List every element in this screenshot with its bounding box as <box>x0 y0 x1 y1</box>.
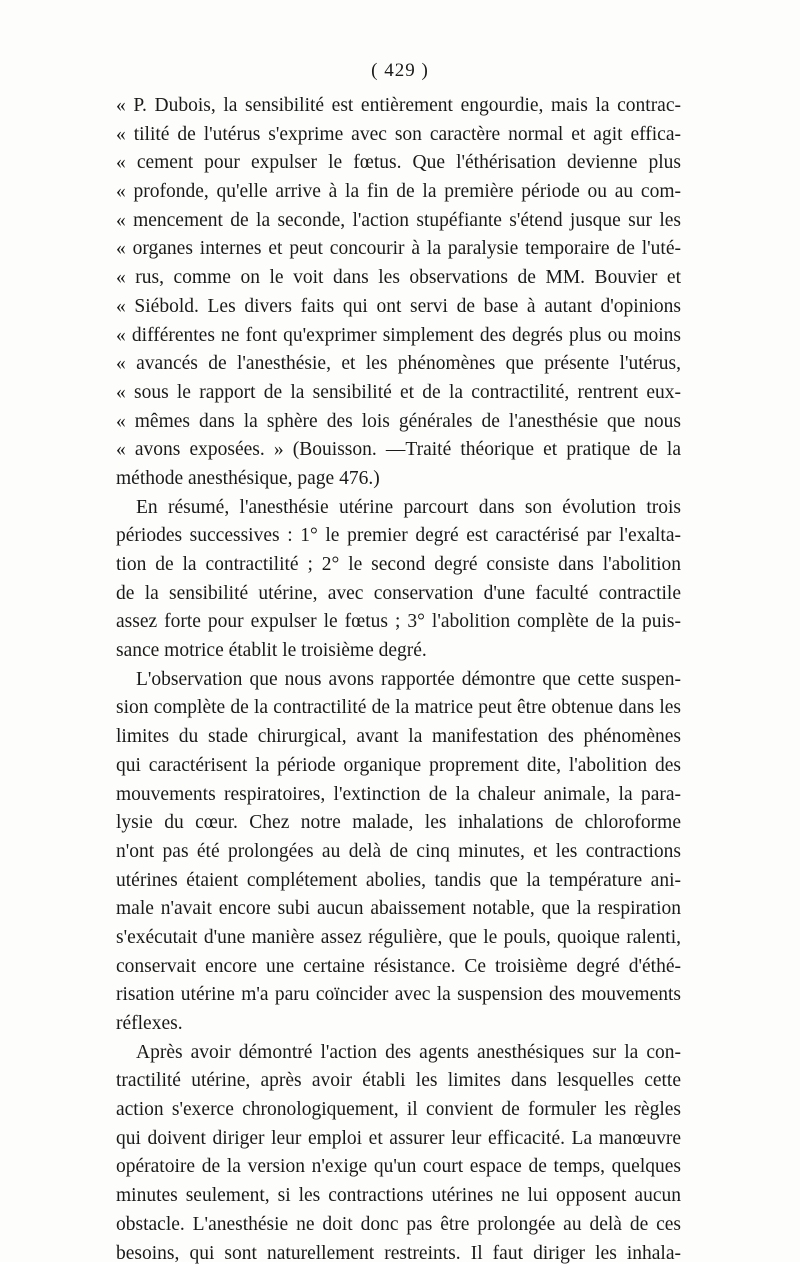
text-line: « cement pour expulser le fœtus. Que l'éthérisation devienne plus <box>116 149 681 178</box>
text-line: qui caractérisent la période organique proprement dite, l'abolition des <box>116 752 681 781</box>
text-line: « avons exposées. » (Bouisson. —Traité théorique et pratique de la <box>116 436 681 465</box>
text-line: minutes seulement, si les contractions utérines ne lui opposent aucun <box>116 1182 681 1211</box>
text-line: méthode anesthésique, page 476.) <box>116 465 681 494</box>
text-line: « profonde, qu'elle arrive à la fin de la première période ou au com- <box>116 178 681 207</box>
text-line: risation utérine m'a paru coïncider avec la suspension des mouvements <box>116 981 681 1010</box>
text-line: « différentes ne font qu'exprimer simplement des degrés plus ou moins <box>116 322 681 351</box>
text-line: n'ont pas été prolongées au delà de cinq minutes, et les contractions <box>116 838 681 867</box>
body-text <box>116 92 681 1268</box>
text-line: utérines étaient complétement abolies, tandis que la température ani- <box>116 867 681 896</box>
text-line: « sous le rapport de la sensibilité et de la contractilité, rentrent eux- <box>116 379 681 408</box>
page-number: ( 429 ) <box>0 60 800 82</box>
text-line: opératoire de la version n'exige qu'un court espace de temps, quelques <box>116 1153 681 1182</box>
text-line: action s'exerce chronologiquement, il convient de formuler les règles <box>116 1096 681 1125</box>
text-line: obstacle. L'anesthésie ne doit donc pas être prolongée au delà de ces <box>116 1211 681 1240</box>
text-line: sance motrice établit le troisième degré. <box>116 637 681 666</box>
text-line: assez forte pour expulser le fœtus ; 3° l'abolition complète de la puis- <box>116 608 681 637</box>
text-line: mouvements respiratoires, l'extinction de la chaleur animale, la para- <box>116 781 681 810</box>
text-line: lysie du cœur. Chez notre malade, les inhalations de chloroforme <box>116 809 681 838</box>
text-line: L'observation que nous avons rapportée démontre que cette suspen- <box>116 666 681 695</box>
text-line: « organes internes et peut concourir à la paralysie temporaire de l'uté- <box>116 235 681 264</box>
text-line: « mencement de la seconde, l'action stupéfiante s'étend jusque sur les <box>116 207 681 236</box>
text-line: qui doivent diriger leur emploi et assurer leur efficacité. La manœuvre <box>116 1125 681 1154</box>
text-line: « avancés de l'anesthésie, et les phénomènes que présente l'utérus, <box>116 350 681 379</box>
text-line: s'exécutait d'une manière assez régulière, que le pouls, quoique ralenti, <box>116 924 681 953</box>
text-line: conservait encore une certaine résistance. Ce troisième degré d'éthé- <box>116 953 681 982</box>
text-line: En résumé, l'anesthésie utérine parcourt dans son évolution trois <box>116 494 681 523</box>
text-line: Après avoir démontré l'action des agents anesthésiques sur la con- <box>116 1039 681 1068</box>
text-line: tion de la contractilité ; 2° le second degré consiste dans l'abolition <box>116 551 681 580</box>
text-line: male n'avait encore subi aucun abaissement notable, que la respiration <box>116 895 681 924</box>
text-line: sion complète de la contractilité de la matrice peut être obtenue dans les <box>116 694 681 723</box>
text-line: « mêmes dans la sphère des lois générales de l'anesthésie que nous <box>116 408 681 437</box>
text-line: réflexes. <box>116 1010 681 1039</box>
text-line: « rus, comme on le voit dans les observations de MM. Bouvier et <box>116 264 681 293</box>
text-line: de la sensibilité utérine, avec conservation d'une faculté contractile <box>116 580 681 609</box>
text-line: « P. Dubois, la sensibilité est entièrement engourdie, mais la contrac- <box>116 92 681 121</box>
text-line: « tilité de l'utérus s'exprime avec son caractère normal et agit effica- <box>116 121 681 150</box>
text-line: besoins, qui sont naturellement restreints. Il faut diriger les inhala- <box>116 1240 681 1268</box>
text-line: limites du stade chirurgical, avant la manifestation des phénomènes <box>116 723 681 752</box>
text-line: tractilité utérine, après avoir établi les limites dans lesquelles cette <box>116 1067 681 1096</box>
text-line: périodes successives : 1° le premier degré est caractérisé par l'exalta- <box>116 522 681 551</box>
text-line: « Siébold. Les divers faits qui ont servi de base à autant d'opinions <box>116 293 681 322</box>
